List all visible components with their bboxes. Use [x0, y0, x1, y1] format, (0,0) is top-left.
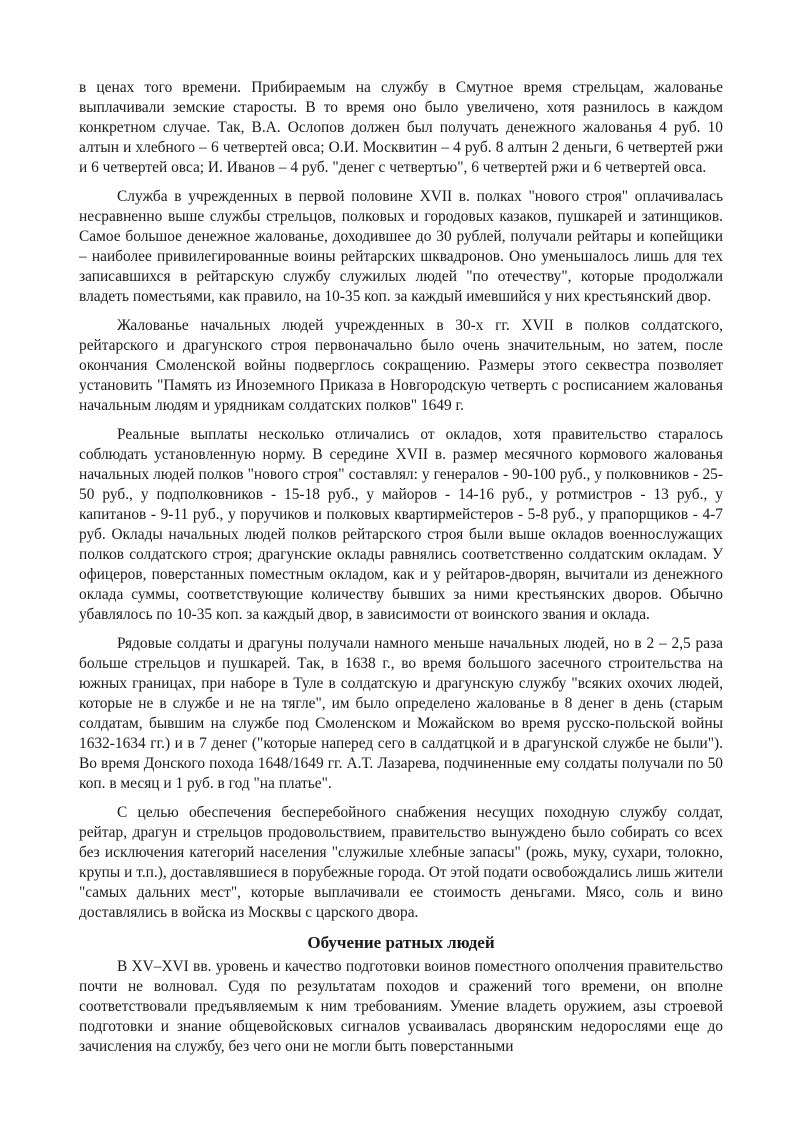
section-heading: Обучение ратных людей: [307, 933, 495, 952]
paragraph-rank-and-file: Рядовые солдаты и драгуны получали намного меньше начальных людей, но в 2 – 2,5 раза больше стрельцов и пушкарей. Так, в 1638 г., во время большого засечного строительства на южных границах, при наборе в Туле в солдатскую и драгунскую службу "всяких охочих людей, которые не в службе и не на тягле", им было определено жалованье в 8 денег в день (старым солдатам, бывшим на службе под Смоленском и Можайском во время русско-польской войны 1632-1634 гг.) и в 7 денег ("которые наперед сего в салдатцкой и в драгунской службе не были"). Во время Донского похода 1648/1649 гг. А.Т. Лазарева, подчиненные ему солдаты получали по 50 коп. в месяц и 1 руб. в год "на платье".: [79, 635, 723, 792]
document-page: [79, 78, 723, 1066]
paragraph-new-order-regiments: Служба в учрежденных в первой половине XVII в. полках "нового строя" оплачивалась несравненно выше службы стрельцов, полковых и городовых казаков, пушкарей и затинщиков. Самое большое денежное жалованье, доходившее до 30 рублей, получали рейтары и копейщики – наиболее привилегированные воины рейтарских шквадронов. Оно уменьшалось лишь для тех записавшихся в рейтарскую службу служилых людей "по отечеству", которые продолжали владеть поместьями, как правило, на 10-35 коп. за каждый имевшийся у них крестьянский двор.: [79, 188, 723, 305]
paragraph-actual-payments: Реальные выплаты несколько отличались от окладов, хотя правительство старалось соблюдать установленную норму. В середине XVII в. размер месячного кормового жалованья начальных людей полков "нового строя" составлял: у генералов - 90-100 руб., у полковников - 25-50 руб., у подполковников - 15-18 руб., у майоров - 14-16 руб., у ротмистров - 13 руб., у капитанов - 9-11 руб., у поручиков и полковых квартирмейстеров - 5-8 руб., у прапорщиков - 4-7 руб. Оклады начальных людей полков рейтарского строя были выше окладов военнослужащих полков солдатского строя; драгунские оклады равнялись соответственно солдатским окладам. У офицеров, поверстанных поместным окладом, как и у рейтаров-дворян, вычитали из денежного оклада суммы, соответствующие количеству бывших за ними крестьянских дворов. Обычно убавлялось по 10-35 коп. за каждый двор, в зависимости от воинского звания и оклада.: [79, 426, 723, 623]
paragraph-training: В XV–XVI вв. уровень и качество подготовки воинов поместного ополчения правительство почти не волновал. Судя по результатам походов и сражений того времени, он вполне соответствовали предъявляемым к ним требованиям. Умение владеть оружием, азы строевой подготовки и знание общевойсковых сигналов усваивалась дворянским недорослями еще до зачисления на службу, без чего они не могли быть поверстанными: [79, 958, 723, 1055]
paragraph-wages-streltsy: в ценах того времени. Прибираемым на службу в Смутное время стрельцам, жалованье выплачивали земские старосты. В то время оно было увеличено, хотя разнилось в каждом конкретном случае. Так, В.А. Ослопов должен был получать денежного жалованья 4 руб. 10 алтын и хлебного – 6 четвертей овса; О.И. Москвитин – 4 руб. 8 алтын 2 деньги, 6 четвертей ржи и 6 четвертей овса; И. Иванов – 4 руб. "денег с четвертью", 6 четвертей ржи и 6 четвертей овса.: [79, 79, 723, 176]
paragraph-officers-salary: Жалованье начальных людей учрежденных в 30-х гг. XVII в полков солдатского, рейтарского и драгунского строя первоначально было очень значительным, но затем, после окончания Смоленской войны подверглось сокращению. Размеры этого секвестра позволяет установить "Память из Иноземного Приказа в Новгородскую четверть с росписанием жалованья начальным людям и урядникам солдатских полков" 1649 г.: [79, 317, 723, 414]
paragraph-provisions: С целью обеспечения бесперебойного снабжения несущих походную службу солдат, рейтар, драгун и стрельцов продовольствием, правительство вынуждено было собирать со всех без исключения категорий населения "служилые хлебные запасы" (рожь, муку, сухари, толокно, крупы и т.п.), доставлявшиеся в порубежные города. От этой подати освобождались лишь жители "самых дальних мест", которые выплачивали ее стоимость деньгами. Мясо, соль и вино доставлялись в войска из Москвы с царского двора.: [79, 804, 723, 921]
